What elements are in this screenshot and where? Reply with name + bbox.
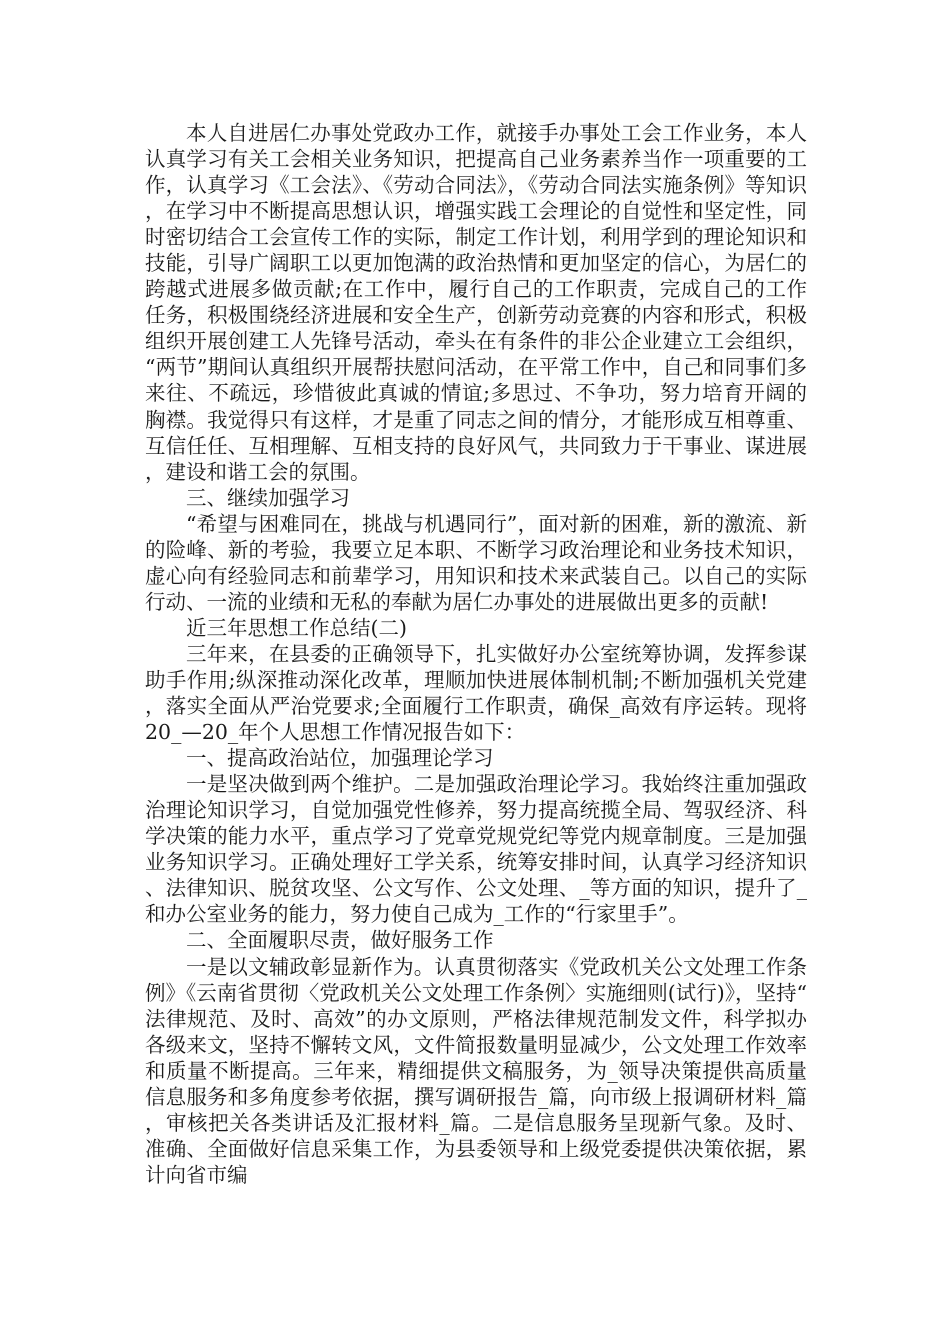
heading-political-stance: 一、提高政治站位，加强理论学习: [186, 746, 494, 771]
paragraph-document-service: 一是以文辅政彰显新作为。认真贯彻落实《党政机关公文处理工作条例》《云南省贯彻〈党政机关公文处理工作条例〉实施细则(试行)》，坚持“法律规范、及时、高效”的办文原则，严格法律规范制发文件，科学拟办各级来文，坚持不懈转文风，文件简报数量明显减少，公文处理工作效率和质量不断提高。三年来，精细提供文稿服务，为_领导决策提供高质量信息服务和多角度参考依据，撰写调研报告_篇，向市级上报调研材料_篇，审核把关各类讲话及汇报材料_篇。二是信息服务呈现新气象。及时、准确、全面做好信息采集工作，为县委领导和上级党委提供决策依据，累计向省市编: [145, 954, 807, 1187]
paragraph-political-study: 一是坚决做到两个维护。二是加强政治理论学习。我始终注重加强政治理论知识学习，自觉加强党性修养，努力提高统揽全局、驾驭经济、科学决策的能力水平，重点学习了党章党规党纪等党内规章制度。三是加强业务知识学习。正确处理好工学关系，统筹安排时间，认真学习经济知识、法律知识、脱贫攻坚、公文写作、公文处理、_等方面的知识，提升了_和办公室业务的能力，努力使自己成为_工作的“行家里手”。: [145, 772, 807, 927]
paragraph-hope-and-difficulty: “希望与困难同在，挑战与机遇同行”，面对新的困难，新的激流、新的险峰、新的考验，我要立足本职、不断学习政治理论和业务技术知识，虚心向有经验同志和前辈学习，用知识和技术来武装自己。以自己的实际行动、一流的业绩和无私的奉献为居仁办事处的进展做出更多的贡献!: [145, 511, 807, 614]
heading-summary-two: 近三年思想工作总结(二): [186, 615, 407, 640]
heading-fulfil-duties: 二、全面履职尽责，做好服务工作: [186, 928, 494, 953]
heading-continue-learning: 三、继续加强学习: [186, 485, 350, 510]
document-page: [145, 120, 807, 1188]
paragraph-three-years-intro: 三年来，在县委的正确领导下，扎实做好办公室统筹协调，发挥参谋助手作用;纵深推动深化改革，理顺加快进展体制机制;不断加强机关党建，落实全面从严治党要求;全面履行工作职责，确保_高效有序运转。现将20_—20_年个人思想工作情况报告如下：: [145, 641, 807, 745]
paragraph-union-work: 本人自进居仁办事处党政办工作，就接手办事处工会工作业务，本人认真学习有关工会相关业务知识，把提高自己业务素养当作一项重要的工作，认真学习《工会法》、《劳动合同法》，《劳动合同法实施条例》等知识，在学习中不断提高思想认识，增强实践工会理论的自觉性和坚定性，同时密切结合工会宣传工作的实际，制定工作计划，利用学到的理论知识和技能，引导广阔职工以更加饱满的政治热情和更加坚定的信心，为居仁的跨越式进展多做贡献;在工作中，履行自己的工作职责，完成自己的工作任务，积极围绕经济进展和安全生产，创新劳动竞赛的内容和形式，积极组织开展创建工人先锋号活动，牵头在有条件的非公企业建立工会组织，“两节”期间认真组织开展帮扶慰问活动，在平常工作中，自己和同事们多来往、不疏远，珍惜彼此真诚的情谊;多思过、不争功，努力培育开阔的胸襟。我觉得只有这样，才是重了同志之间的情分，才能形成互相尊重、互信任任、互相理解、互相支持的良好风气，共同致力于干事业、谋进展，建设和谐工会的氛围。: [145, 121, 807, 484]
